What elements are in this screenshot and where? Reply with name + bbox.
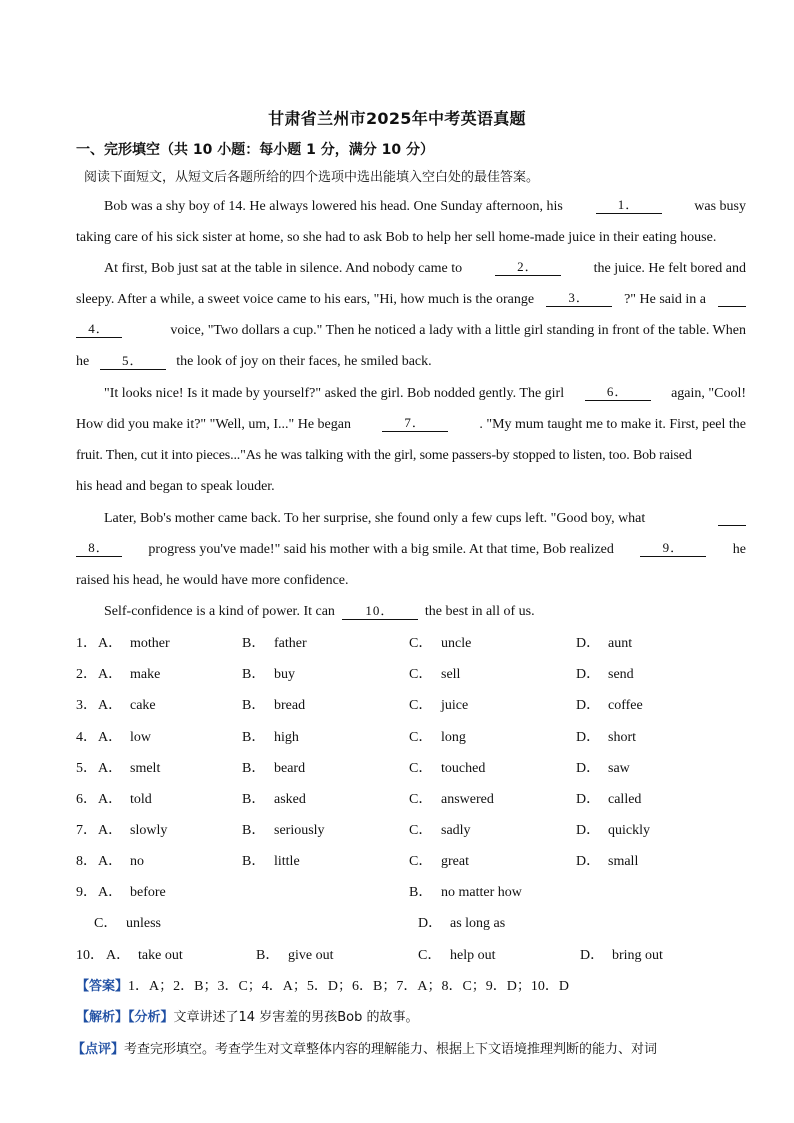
page-title: 甘肃省兰州市2025年中考英语真题 [268,109,526,128]
option-a[interactable]: A． told [98,792,152,807]
question-10-options [76,946,746,966]
question-7-options [76,821,746,841]
section-instruction: 阅读下面短文，从短文后各题所给的四个选项中选出能填入空白处的最佳答案。 [84,170,540,185]
passage-text: fruit. Then, cut it into pieces..."As he was talking with the girl, some passers-by stopped to listen, too. Bob raised [76,448,692,463]
option-b[interactable]: B． beard [242,760,306,776]
passage-text: the juice. He felt bored and [593,261,746,276]
passage-text: the best in all of us. [424,604,535,619]
option-d[interactable]: D． as long as [418,916,506,931]
passage-text: "It looks nice! Is it made by yourself?" asked the girl. Bob nodded gently. The girl [104,386,565,401]
option-b[interactable]: B． bread [242,698,306,714]
blank-2: 2． [495,259,561,276]
passage-text: was busy [694,199,746,214]
option-d[interactable]: D． called [576,792,642,807]
option-b[interactable]: B． give out [256,948,334,963]
passage-line [76,197,746,217]
passage-text: Self-confidence is a kind of power. It can [104,604,335,619]
passage-line [76,446,746,466]
question-number: 10． [76,948,104,963]
blank-7: 7． [382,415,448,432]
option-d[interactable]: D． send [576,667,634,683]
passage-text: Bob was a shy boy of 14. He always lowered his head. One Sunday afternoon, his [104,199,563,214]
blank-8: 8． [76,540,122,557]
question-number: 5． [76,760,97,776]
passage-line [76,321,746,341]
option-d[interactable]: D． small [576,854,639,870]
analysis-subtag: 【分析】 [128,1010,174,1025]
option-a[interactable]: A． smelt [98,760,161,776]
option-b[interactable]: B． high [242,729,299,745]
option-a[interactable]: A． no [98,854,144,870]
option-c[interactable]: C． unless [94,916,161,931]
passage-line [76,228,746,248]
question-number: 9． [76,885,97,900]
option-a[interactable]: A． before [98,885,166,900]
passage-text: raised his head, he would have more confidence. [76,573,349,588]
blank-10: 10． [342,603,418,620]
answer-tag: 【答案】 [76,979,129,994]
comment-line [72,1040,657,1060]
option-a[interactable]: A． low [98,729,151,745]
question-3-options [76,696,746,716]
question-6-options [76,790,746,810]
option-d[interactable]: D． aunt [576,636,633,651]
passage-line [76,259,746,279]
section-heading: 一、完形填空（共 10 小题：每小题 1 分，满分 10 分） [76,142,434,158]
option-b[interactable]: B． seriously [242,823,325,839]
option-d[interactable]: D． saw [576,760,630,776]
option-c[interactable]: C． answered [409,792,494,807]
question-9-options-2 [76,914,746,934]
passage-text: the look of joy on their faces, he smiled back. [176,354,432,369]
option-b[interactable]: B． father [242,636,307,651]
blank-4-start [718,290,746,307]
passage-text: taking care of his sick sister at home, so she had to ask Bob to help her sell home-made juice in their eating house. [76,230,717,245]
comment-text: 考查完形填空。考查学生对文章整体内容的理解能力、根据上下文语境推理判断的能力、对词 [124,1042,658,1057]
option-c[interactable]: C． great [409,854,469,870]
passage-text: his head and began to speak louder. [76,479,275,494]
passage-text: sleepy. After a while, a sweet voice came to his ears, "Hi, how much is the orange [76,292,535,307]
blank-5: 5． [100,353,166,370]
passage-line [76,290,746,310]
option-d[interactable]: D． bring out [580,948,663,963]
option-b[interactable]: B． no matter how [409,885,522,900]
option-d[interactable]: D． quickly [576,823,650,839]
passage-text: progress you've made!" said his mother with a big smile. At that time, Bob realized [148,542,614,557]
question-number: 2． [76,667,97,683]
question-5-options [76,759,746,779]
passage-line [76,384,746,404]
option-d[interactable]: D． coffee [576,698,643,714]
passage-text: voice, "Two dollars a cup." Then he noticed a lady with a little girl standing in front of the table. When [170,323,746,338]
passage-line [76,540,746,560]
blank-4: 4． [76,321,122,338]
option-b[interactable]: B． asked [242,792,306,807]
blank-9: 9． [640,540,706,557]
question-number: 8． [76,854,97,870]
passage-text: . "My mum taught me to make it. First, peel the [479,417,746,432]
option-c[interactable]: C． touched [409,760,486,776]
passage-text: he [76,354,90,369]
question-9-options [76,883,746,903]
question-number: 3． [76,698,97,714]
option-a[interactable]: A． cake [98,698,156,714]
question-number: 7． [76,823,97,839]
question-1-options [76,634,746,654]
question-number: 6． [76,792,97,807]
answer-line [76,977,569,997]
passage-line [76,571,746,591]
passage-text: How did you make it?" "Well, um, I..." He began [76,417,351,432]
option-c[interactable]: C． sadly [409,823,471,839]
passage-line [76,415,746,435]
option-b[interactable]: B． buy [242,667,295,683]
option-c[interactable]: C． long [409,729,466,745]
passage-line [76,477,746,497]
question-2-options [76,665,746,685]
blank-6: 6． [585,384,651,401]
passage-line [76,602,746,622]
passage-text: At first, Bob just sat at the table in silence. And nobody came to [104,261,463,276]
option-b[interactable]: B． little [242,854,300,870]
passage-text: he [732,542,746,557]
option-a[interactable]: A． make [98,667,161,683]
question-4-options [76,728,746,748]
blank-8-start [718,509,746,526]
option-a[interactable]: A． mother [98,636,170,651]
option-c[interactable]: C． sell [409,667,461,683]
option-c[interactable]: C． help out [418,948,496,963]
passage-text: Later, Bob's mother came back. To her surprise, she found only a few cups left. "Good boy, what [104,511,646,526]
option-a[interactable]: A． slowly [98,823,168,839]
blank-3: 3． [546,290,612,307]
option-a[interactable]: A． take out [106,948,183,963]
passage-line [76,352,746,372]
question-number: 4． [76,729,97,745]
passage-text: ?" He said in a [624,292,706,307]
analysis-tag: 【解析】 [76,1010,129,1025]
answer-text: 1．A；2．B；3．C；4．A；5．D；6．B；7．A；8．C；9．D；10．D [128,979,570,994]
passage-text: again, "Cool! [671,386,746,401]
analysis-line [76,1008,418,1028]
option-c[interactable]: C． juice [409,698,469,714]
comment-tag: 【点评】 [72,1042,125,1057]
question-8-options [76,852,746,872]
passage-line [76,509,746,529]
option-c[interactable]: C． uncle [409,636,472,651]
analysis-text: 文章讲述了14 岁害羞的男孩Bob 的故事。 [173,1010,419,1025]
question-number: 1． [76,636,97,651]
blank-1: 1． [596,197,662,214]
option-d[interactable]: D． short [576,729,636,745]
